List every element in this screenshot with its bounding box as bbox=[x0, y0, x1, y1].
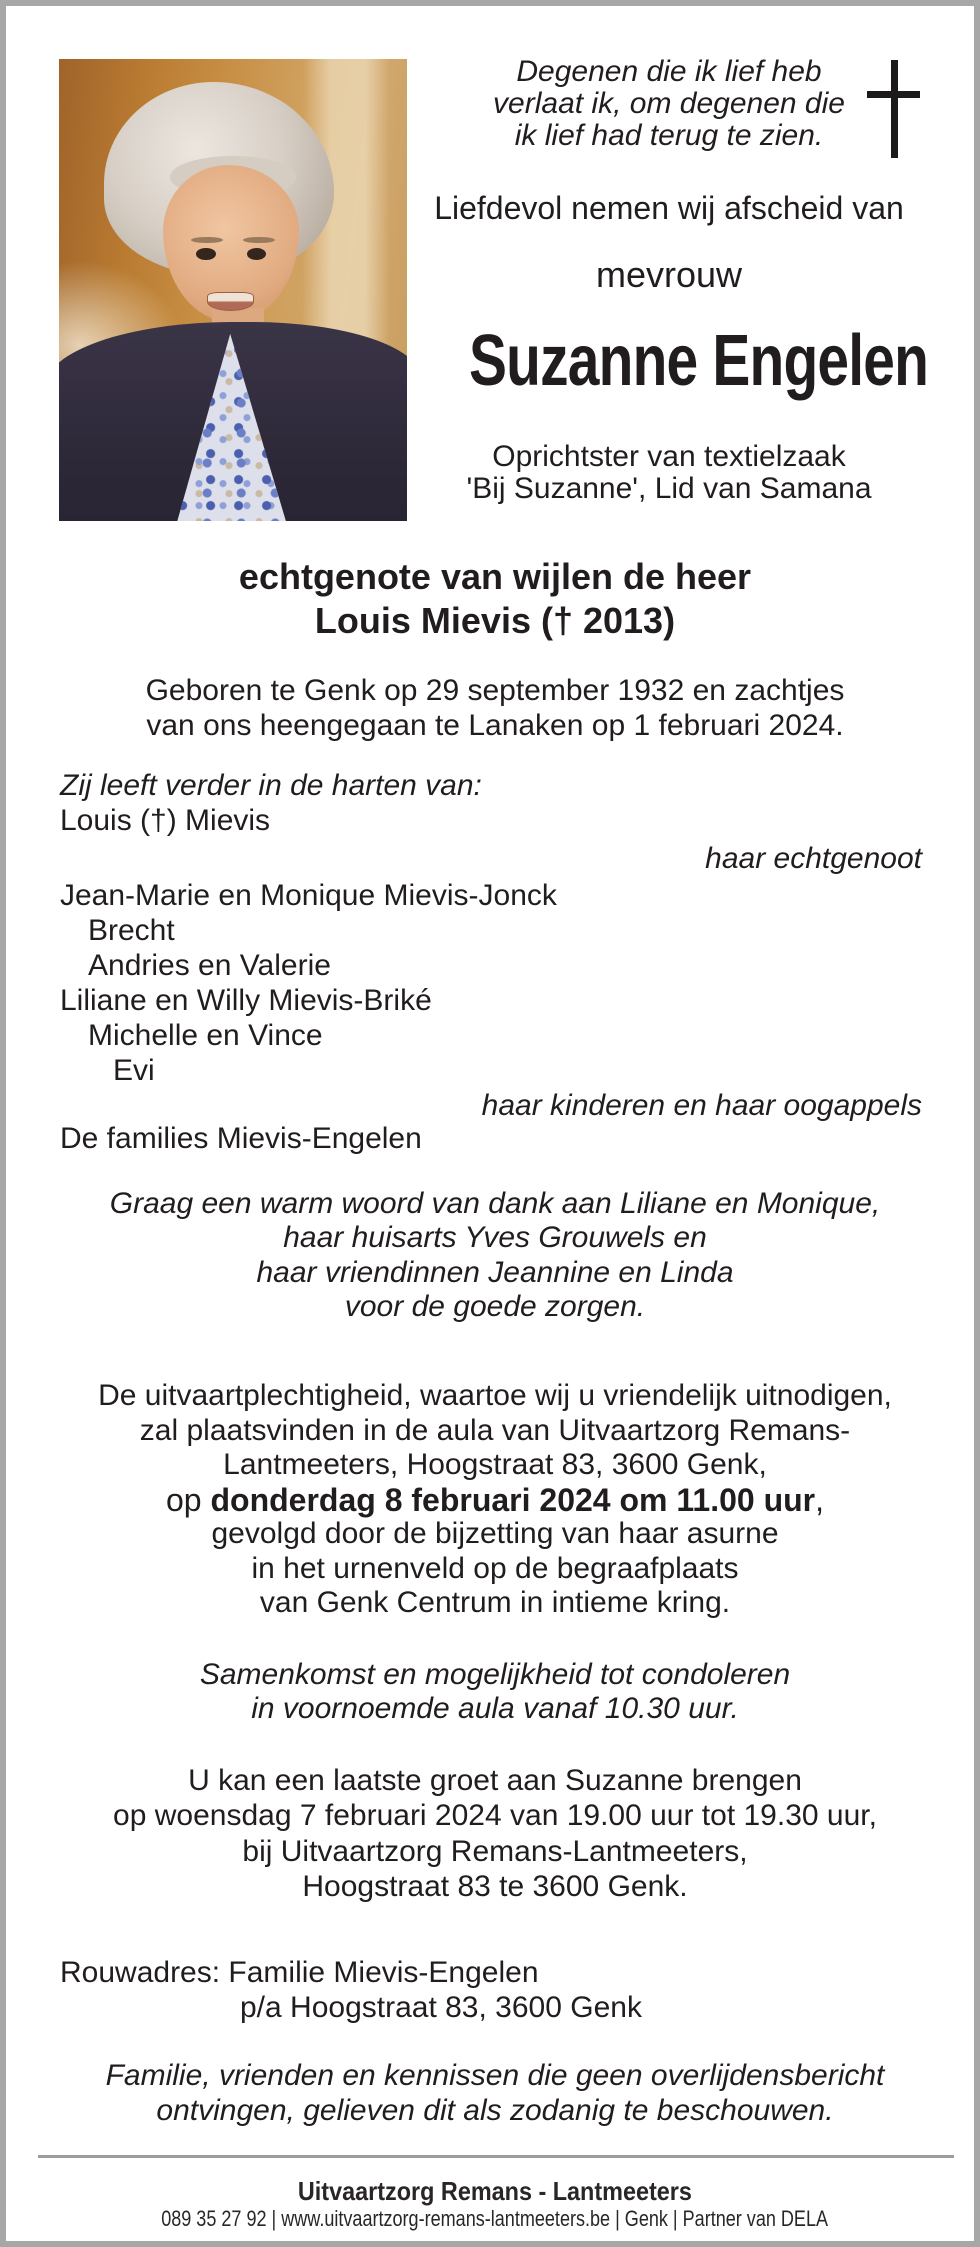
ceremony-line: De uitvaartplechtigheid, waartoe wij u vriendelijk uitnodigen, bbox=[98, 1379, 892, 1412]
ceremony-line: in het urnenveld op de begraafplaats bbox=[251, 1551, 739, 1585]
life-dates-line: van ons heengegaan te Lanaken op 1 februari 2024. bbox=[146, 709, 844, 742]
funeral-ceremony-paragraph bbox=[35, 1379, 955, 1621]
thanks-paragraph bbox=[35, 1187, 955, 1325]
thanks-line: Graag een warm woord van dank aan Liliane en Monique, bbox=[109, 1187, 881, 1220]
condolence-paragraph bbox=[35, 1658, 955, 1726]
family-member: Evi bbox=[113, 1054, 155, 1087]
farewell-line: Hoogstraat 83 te 3600 Genk. bbox=[302, 1869, 688, 1903]
mourning-address bbox=[60, 1955, 642, 2025]
memorial-quote bbox=[408, 56, 930, 152]
children-role-label: haar kinderen en haar oogappels bbox=[481, 1089, 922, 1122]
last-greeting-paragraph bbox=[35, 1763, 955, 1904]
quote-line: Degenen die ik lief heb bbox=[516, 55, 822, 88]
thanks-line: haar huisarts Yves Grouwels en bbox=[283, 1221, 707, 1255]
farewell-line: op woensdag 7 februari 2024 van 19.00 uur tot 19.30 uur, bbox=[113, 1799, 877, 1833]
family-member: Liliane en Willy Mievis-Briké bbox=[60, 984, 432, 1017]
notification-notice bbox=[35, 2058, 955, 2128]
subtitle-line: Oprichtster van textielzaak bbox=[492, 440, 846, 473]
deceased-name bbox=[408, 321, 930, 401]
funeral-home-name-text: Uitvaartzorg Remans - Lantmeeters bbox=[297, 2176, 693, 2206]
thanks-line: haar vriendinnen Jeannine en Linda bbox=[256, 1255, 734, 1289]
husband-role-label: haar echtgenoot bbox=[705, 842, 922, 875]
footer-divider bbox=[38, 2155, 954, 2158]
ceremony-line: gevolgd door de bijzetting van haar asurne bbox=[211, 1517, 779, 1550]
family-member: Andries en Valerie bbox=[88, 949, 331, 982]
ceremony-date-post: , bbox=[815, 1481, 825, 1518]
ceremony-date-bold: donderdag 8 februari 2024 om 11.00 uur bbox=[210, 1481, 816, 1518]
mourning-address-street: p/a Hoogstraat 83, 3600 Genk bbox=[240, 1991, 642, 2024]
portrait-photo bbox=[59, 59, 407, 521]
families-line: De families Mievis-Engelen bbox=[60, 1122, 422, 1155]
spouse-heading bbox=[35, 555, 955, 643]
farewell-line: bij Uitvaartzorg Remans-Lantmeeters, bbox=[242, 1834, 748, 1868]
funeral-home-name bbox=[35, 2178, 955, 2204]
salutation: mevrouw bbox=[595, 254, 743, 295]
subtitle-line: 'Bij Suzanne', Lid van Samana bbox=[466, 472, 872, 505]
birth-death-dates bbox=[35, 673, 955, 743]
condolence-line: in voornoemde aula vanaf 10.30 uur. bbox=[251, 1692, 739, 1725]
condolence-line: Samenkomst en mogelijkheid tot condoleren bbox=[199, 1658, 791, 1691]
ceremony-line: van Genk Centrum in intieme kring. bbox=[259, 1586, 731, 1619]
notice-line: ontvingen, gelieven dit als zodanig te beschouwen. bbox=[156, 2094, 834, 2127]
quote-line: ik lief had terug te zien. bbox=[514, 119, 824, 152]
spouse-heading-line: Louis Mievis († 2013) bbox=[314, 600, 676, 641]
quote-line: verlaat ik, om degenen die bbox=[493, 87, 845, 120]
thanks-line: voor de goede zorgen. bbox=[344, 1290, 646, 1324]
survivors-intro: Zij leeft verder in de harten van: bbox=[60, 769, 482, 802]
family-member: Jean-Marie en Monique Mievis-Jonck bbox=[60, 879, 557, 912]
notice-line: Familie, vrienden en kennissen die geen overlijdensbericht bbox=[105, 2059, 885, 2092]
spouse-heading-line: echtgenote van wijlen de heer bbox=[238, 556, 752, 597]
farewell-intro: Liefdevol nemen wij afscheid van bbox=[434, 190, 904, 226]
mourning-address-label: Rouwadres: Familie Mievis-Engelen bbox=[60, 1956, 539, 1989]
deceased-subtitle bbox=[408, 441, 930, 505]
funeral-home-contact-text: 089 35 27 92 | www.uitvaartzorg-remans-lantmeeters.be | Genk | Partner van DELA bbox=[161, 2206, 829, 2231]
ceremony-date-line bbox=[35, 1483, 955, 1518]
survivors-family-list bbox=[0, 878, 980, 1088]
ceremony-date-pre: op bbox=[165, 1481, 211, 1518]
deceased-name-text: Suzanne Engelen bbox=[469, 321, 929, 401]
survivor-husband: Louis (†) Mievis bbox=[60, 804, 271, 837]
ceremony-line: zal plaatsvinden in de aula van Uitvaartzorg Remans- bbox=[139, 1413, 851, 1447]
life-dates-line: Geboren te Genk op 29 september 1932 en zachtjes bbox=[145, 674, 845, 707]
farewell-line: U kan een laatste groet aan Suzanne brengen bbox=[188, 1764, 802, 1797]
family-member: Brecht bbox=[88, 914, 175, 947]
funeral-home-contact bbox=[35, 2208, 955, 2230]
family-member: Michelle en Vince bbox=[88, 1019, 323, 1052]
photo-mouth bbox=[207, 292, 254, 311]
ceremony-line: Lantmeeters, Hoogstraat 83, 3600 Genk, bbox=[223, 1448, 767, 1481]
